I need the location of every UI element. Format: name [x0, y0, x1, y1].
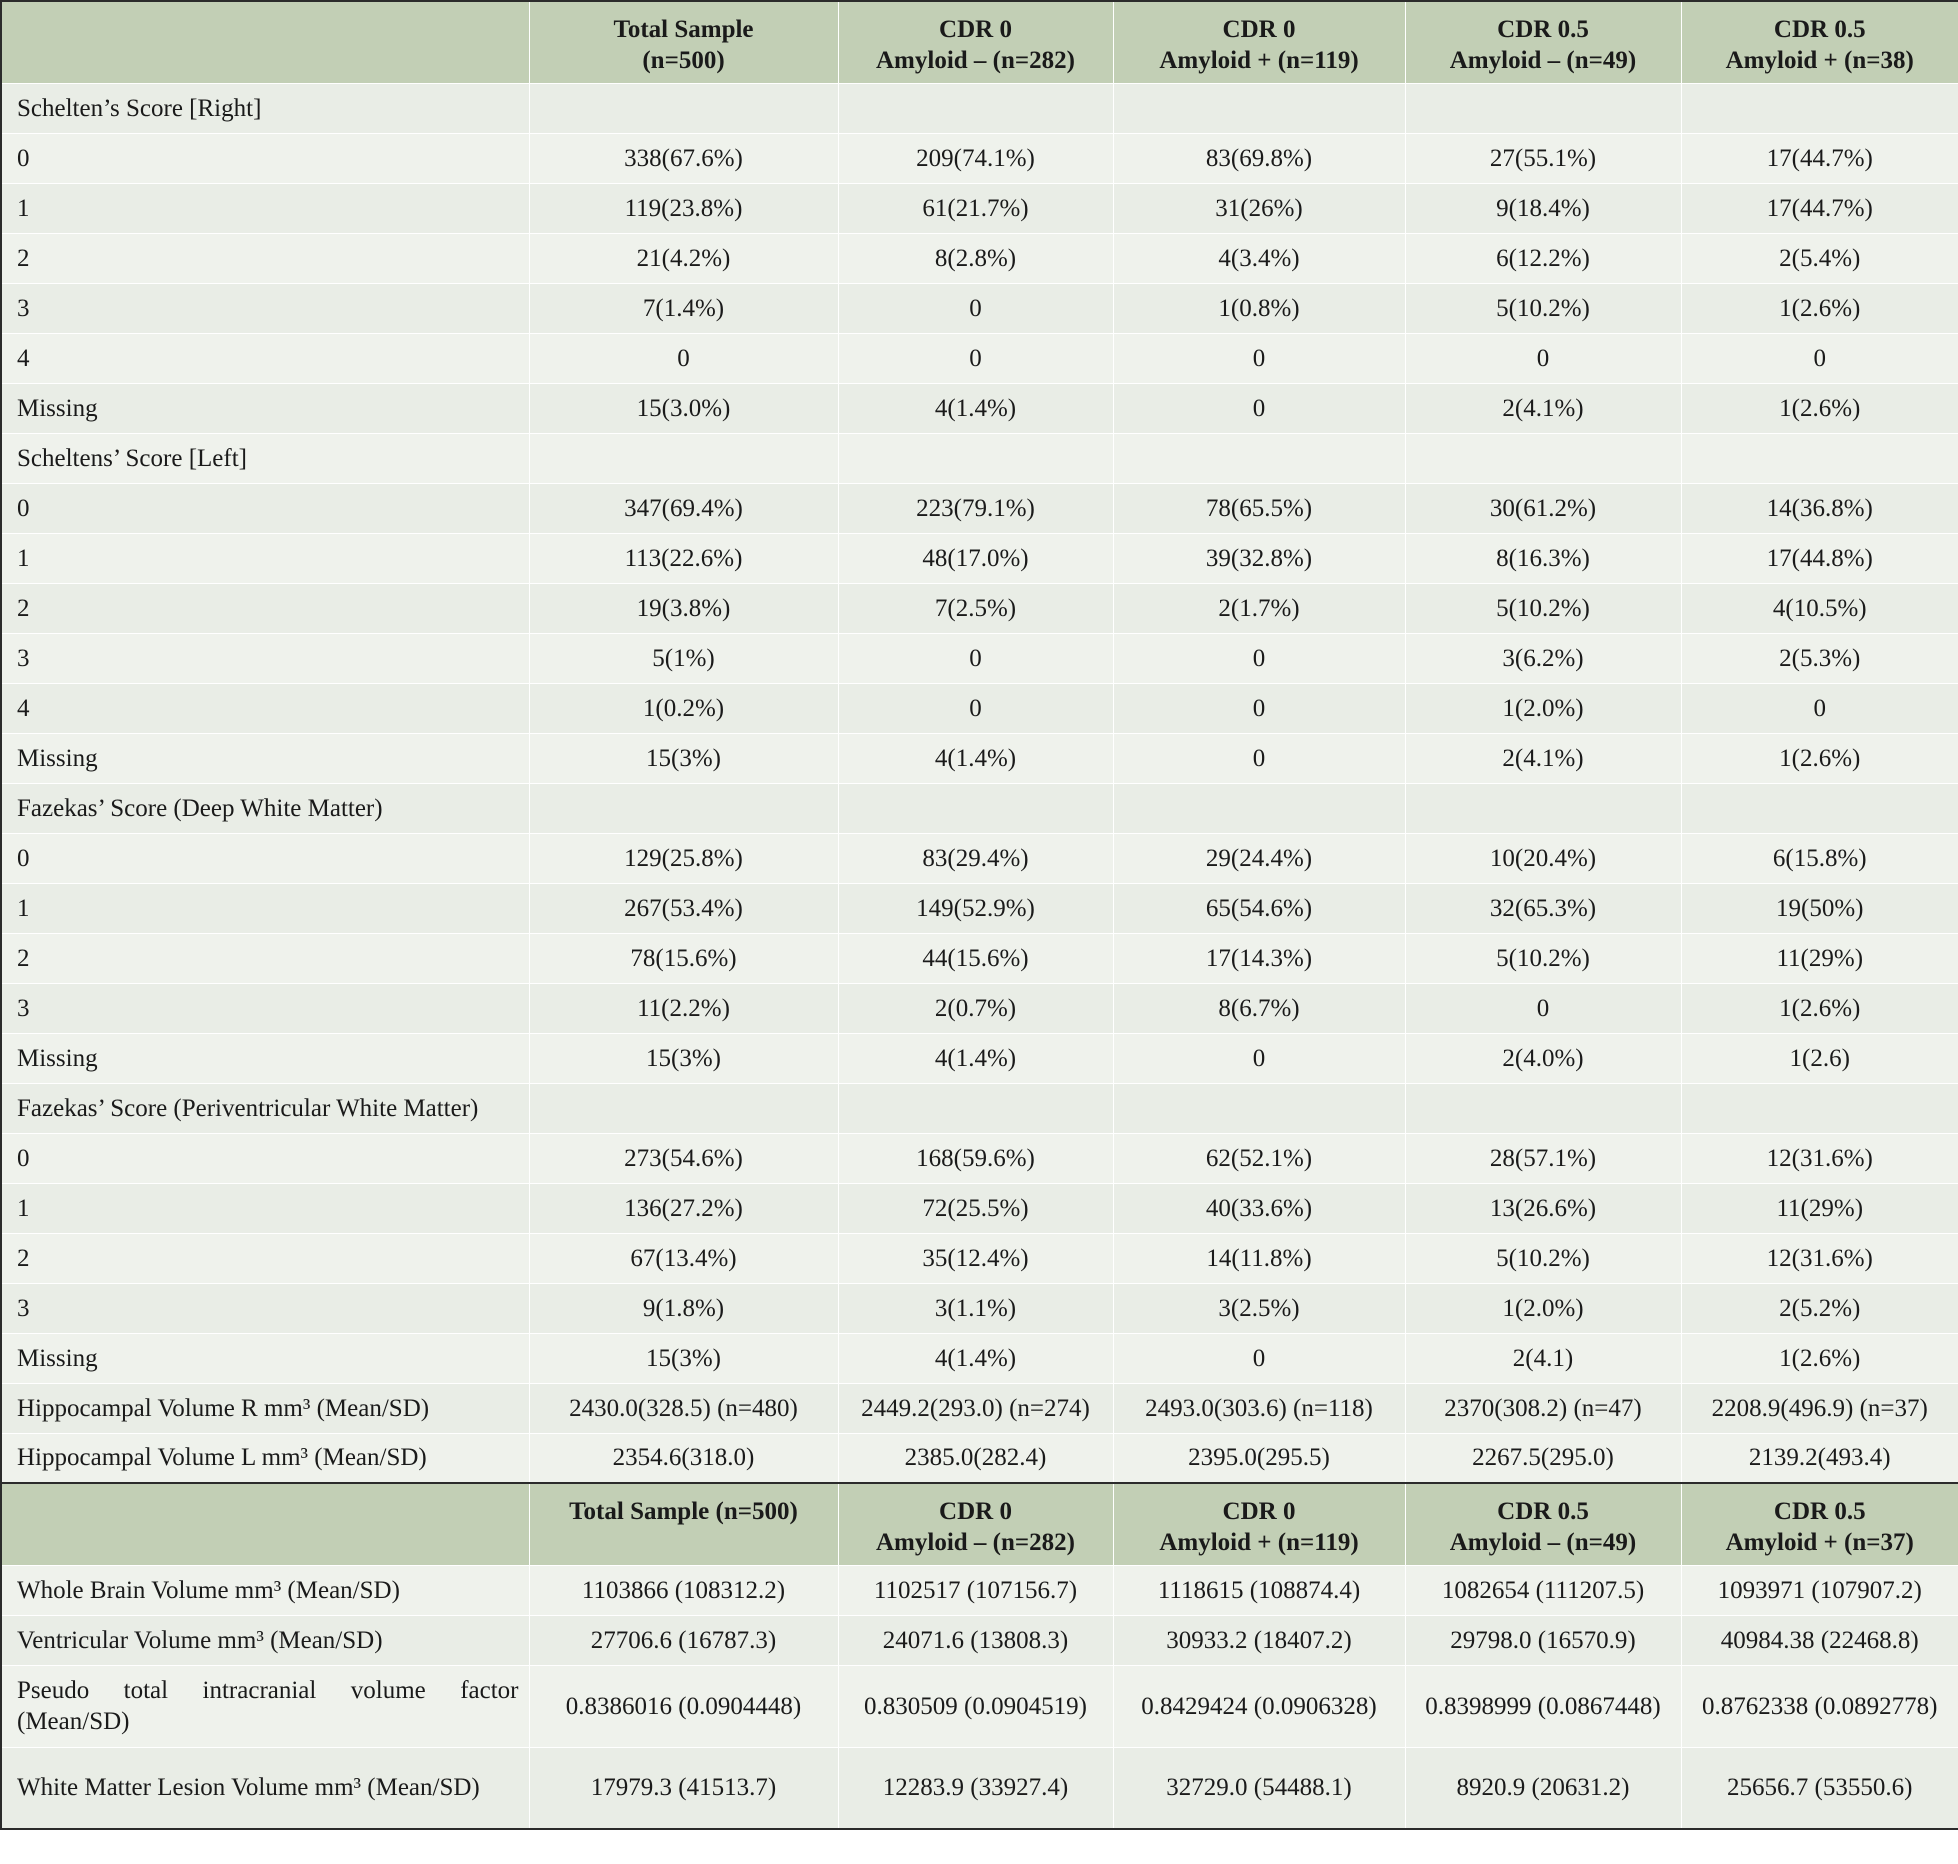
- table-row: [1, 1565, 1958, 1615]
- row-label: Pseudo total intracranial volume factor (Mean/SD): [1, 1665, 529, 1747]
- column-header: CDR 0.5 Amyloid + (n=37): [1681, 1483, 1958, 1565]
- table-cell: [838, 783, 1113, 833]
- table-cell: 32(65.3%): [1405, 883, 1681, 933]
- table-cell: 2354.6(318.0): [529, 1433, 838, 1483]
- table-cell: 0: [1113, 683, 1405, 733]
- table-cell: 4(1.4%): [838, 733, 1113, 783]
- section-label: Scheltens’ Score [Left]: [1, 433, 529, 483]
- table-cell: 0: [1113, 733, 1405, 783]
- table-cell: [1113, 783, 1405, 833]
- table-cell: 2(0.7%): [838, 983, 1113, 1033]
- table-cell: 44(15.6%): [838, 933, 1113, 983]
- table-cell: [1405, 783, 1681, 833]
- table-cell: 9(1.8%): [529, 1283, 838, 1333]
- table-cell: 39(32.8%): [1113, 533, 1405, 583]
- row-label: Hippocampal Volume L mm³ (Mean/SD): [1, 1433, 529, 1483]
- table-row: [1, 733, 1958, 783]
- table-cell: 0: [1113, 633, 1405, 683]
- table-cell: 27706.6 (16787.3): [529, 1615, 838, 1665]
- table-row: [1, 933, 1958, 983]
- column-header: CDR 0.5 Amyloid – (n=49): [1405, 1483, 1681, 1565]
- table-cell: 2395.0(295.5): [1113, 1433, 1405, 1483]
- table-cell: 0: [1113, 1333, 1405, 1383]
- table-row: [1, 783, 1958, 833]
- row-label: 2: [1, 233, 529, 283]
- table-cell: 4(1.4%): [838, 1333, 1113, 1383]
- table-cell: 27(55.1%): [1405, 133, 1681, 183]
- table-cell: 2449.2(293.0) (n=274): [838, 1383, 1113, 1433]
- table-cell: [1681, 83, 1958, 133]
- table-row: [1, 1033, 1958, 1083]
- table-cell: 129(25.8%): [529, 833, 838, 883]
- table-row: [1, 1233, 1958, 1283]
- row-label: Missing: [1, 733, 529, 783]
- table-cell: 11(29%): [1681, 1183, 1958, 1233]
- table-cell: [1405, 433, 1681, 483]
- row-label: Whole Brain Volume mm³ (Mean/SD): [1, 1565, 529, 1615]
- row-label: Missing: [1, 1333, 529, 1383]
- table-row: [1, 883, 1958, 933]
- table-row: [1, 1183, 1958, 1233]
- table-cell: 14(11.8%): [1113, 1233, 1405, 1283]
- table-row: [1, 133, 1958, 183]
- table-row: [1, 833, 1958, 883]
- table-cell: 29798.0 (16570.9): [1405, 1615, 1681, 1665]
- table-cell: 5(10.2%): [1405, 1233, 1681, 1283]
- table-cell: 17(44.7%): [1681, 183, 1958, 233]
- table-cell: 12(31.6%): [1681, 1133, 1958, 1183]
- table-cell: 72(25.5%): [838, 1183, 1113, 1233]
- table-cell: 0: [838, 683, 1113, 733]
- row-label: 3: [1, 983, 529, 1033]
- row-label: 4: [1, 333, 529, 383]
- table-cell: 12(31.6%): [1681, 1233, 1958, 1283]
- table-cell: 1(2.6%): [1681, 383, 1958, 433]
- table-cell: 15(3%): [529, 1033, 838, 1083]
- column-header: CDR 0 Amyloid + (n=119): [1113, 1483, 1405, 1565]
- table-cell: 2(4.0%): [1405, 1033, 1681, 1083]
- table-cell: [1681, 783, 1958, 833]
- table-cell: 4(3.4%): [1113, 233, 1405, 283]
- table-subheader: [1, 1483, 1958, 1565]
- table-row: [1, 1615, 1958, 1665]
- column-header: [1, 1483, 529, 1565]
- table-cell: 13(26.6%): [1405, 1183, 1681, 1233]
- table-cell: 273(54.6%): [529, 1133, 838, 1183]
- table-cell: 24071.6 (13808.3): [838, 1615, 1113, 1665]
- row-label: Ventricular Volume mm³ (Mean/SD): [1, 1615, 529, 1665]
- row-label: 3: [1, 283, 529, 333]
- table-cell: 1103866 (108312.2): [529, 1565, 838, 1615]
- table-cell: 35(12.4%): [838, 1233, 1113, 1283]
- column-header: CDR 0.5 Amyloid + (n=38): [1681, 1, 1958, 83]
- table-cell: 1(2.6%): [1681, 733, 1958, 783]
- table-cell: 61(21.7%): [838, 183, 1113, 233]
- table-cell: 7(1.4%): [529, 283, 838, 333]
- table-cell: 6(12.2%): [1405, 233, 1681, 283]
- table-cell: 28(57.1%): [1405, 1133, 1681, 1183]
- table-cell: [1113, 433, 1405, 483]
- table-cell: [838, 433, 1113, 483]
- column-header: CDR 0.5 Amyloid – (n=49): [1405, 1, 1681, 83]
- table-row: [1, 1383, 1958, 1433]
- row-label: Missing: [1, 383, 529, 433]
- table-cell: 29(24.4%): [1113, 833, 1405, 883]
- table-row: [1, 1665, 1958, 1747]
- table-cell: 5(1%): [529, 633, 838, 683]
- table-cell: 2370(308.2) (n=47): [1405, 1383, 1681, 1433]
- column-header: Total Sample (n=500): [529, 1483, 838, 1565]
- table-cell: 2(4.1%): [1405, 383, 1681, 433]
- table-cell: 3(1.1%): [838, 1283, 1113, 1333]
- row-label: 0: [1, 833, 529, 883]
- table-cell: 8(16.3%): [1405, 533, 1681, 583]
- table-cell: 9(18.4%): [1405, 183, 1681, 233]
- table-cell: 1(2.6%): [1681, 283, 1958, 333]
- table-cell: 6(15.8%): [1681, 833, 1958, 883]
- table-cell: 17979.3 (41513.7): [529, 1747, 838, 1829]
- table-cell: 4(1.4%): [838, 383, 1113, 433]
- table-cell: 17(44.7%): [1681, 133, 1958, 183]
- table-cell: 267(53.4%): [529, 883, 838, 933]
- table-cell: [1405, 83, 1681, 133]
- table-cell: 2430.0(328.5) (n=480): [529, 1383, 838, 1433]
- table-cell: 0: [1113, 333, 1405, 383]
- row-label: 2: [1, 583, 529, 633]
- table-cell: 5(10.2%): [1405, 283, 1681, 333]
- table-cell: 30933.2 (18407.2): [1113, 1615, 1405, 1665]
- table-cell: [1681, 1083, 1958, 1133]
- table-cell: 4(10.5%): [1681, 583, 1958, 633]
- table-cell: 8920.9 (20631.2): [1405, 1747, 1681, 1829]
- table-cell: 2(1.7%): [1113, 583, 1405, 633]
- table-row: [1, 183, 1958, 233]
- row-label: 0: [1, 483, 529, 533]
- table-cell: [838, 83, 1113, 133]
- column-header: CDR 0 Amyloid – (n=282): [838, 1483, 1113, 1565]
- table-cell: 223(79.1%): [838, 483, 1113, 533]
- table-row: [1, 1133, 1958, 1183]
- table-cell: 5(10.2%): [1405, 583, 1681, 633]
- row-label: White Matter Lesion Volume mm³ (Mean/SD): [1, 1747, 529, 1829]
- table-cell: 83(29.4%): [838, 833, 1113, 883]
- table-cell: [529, 783, 838, 833]
- row-label: Missing: [1, 1033, 529, 1083]
- table-cell: 11(2.2%): [529, 983, 838, 1033]
- section-label: Fazekas’ Score (Periventricular White Matter): [1, 1083, 529, 1133]
- table-cell: [1113, 83, 1405, 133]
- table-cell: 30(61.2%): [1405, 483, 1681, 533]
- table-row: [1, 1283, 1958, 1333]
- table-row: [1, 233, 1958, 283]
- table-row: [1, 483, 1958, 533]
- table-cell: 1(0.2%): [529, 683, 838, 733]
- table-cell: 14(36.8%): [1681, 483, 1958, 533]
- table-cell: 2139.2(493.4): [1681, 1433, 1958, 1483]
- table-cell: 0: [1681, 683, 1958, 733]
- table-cell: 2385.0(282.4): [838, 1433, 1113, 1483]
- table-cell: 32729.0 (54488.1): [1113, 1747, 1405, 1829]
- table-row: [1, 1083, 1958, 1133]
- table-cell: 113(22.6%): [529, 533, 838, 583]
- table-cell: 62(52.1%): [1113, 1133, 1405, 1183]
- table-row: [1, 433, 1958, 483]
- row-label: 3: [1, 633, 529, 683]
- section-label: Schelten’s Score [Right]: [1, 83, 529, 133]
- table-cell: 347(69.4%): [529, 483, 838, 533]
- table-cell: 0: [529, 333, 838, 383]
- table-cell: 0.8429424 (0.0906328): [1113, 1665, 1405, 1747]
- table-header: [1, 1, 1958, 83]
- row-label: 1: [1, 1183, 529, 1233]
- table-cell: [838, 1083, 1113, 1133]
- table-cell: 1(2.6): [1681, 1033, 1958, 1083]
- table-cell: [529, 1083, 838, 1133]
- table-row: [1, 983, 1958, 1033]
- table-cell: 67(13.4%): [529, 1233, 838, 1283]
- table-row: [1, 633, 1958, 683]
- table-cell: 1118615 (108874.4): [1113, 1565, 1405, 1615]
- table-cell: 15(3.0%): [529, 383, 838, 433]
- column-header: CDR 0 Amyloid + (n=119): [1113, 1, 1405, 83]
- table-cell: 2(4.1): [1405, 1333, 1681, 1383]
- table-cell: 17(44.8%): [1681, 533, 1958, 583]
- table-cell: 1(0.8%): [1113, 283, 1405, 333]
- table-cell: 2208.9(496.9) (n=37): [1681, 1383, 1958, 1433]
- table-row: [1, 683, 1958, 733]
- row-label: Hippocampal Volume R mm³ (Mean/SD): [1, 1383, 529, 1433]
- table-cell: 0: [838, 633, 1113, 683]
- table-cell: 1(2.0%): [1405, 1283, 1681, 1333]
- table-cell: 1093971 (107907.2): [1681, 1565, 1958, 1615]
- table-cell: [1405, 1083, 1681, 1133]
- table-cell: 12283.9 (33927.4): [838, 1747, 1113, 1829]
- table-cell: 83(69.8%): [1113, 133, 1405, 183]
- table-cell: [1113, 1083, 1405, 1133]
- table-cell: 0.8762338 (0.0892778): [1681, 1665, 1958, 1747]
- table-cell: 48(17.0%): [838, 533, 1113, 583]
- table-cell: 19(3.8%): [529, 583, 838, 633]
- table-cell: 5(10.2%): [1405, 933, 1681, 983]
- row-label: 1: [1, 533, 529, 583]
- table-cell: 3(6.2%): [1405, 633, 1681, 683]
- table-cell: 2(5.4%): [1681, 233, 1958, 283]
- table-cell: 8(2.8%): [838, 233, 1113, 283]
- table-cell: 0: [838, 283, 1113, 333]
- table-row: [1, 1433, 1958, 1483]
- table-cell: 1082654 (111207.5): [1405, 1565, 1681, 1615]
- table-row: [1, 1747, 1958, 1829]
- table-row: [1, 333, 1958, 383]
- table-cell: 2493.0(303.6) (n=118): [1113, 1383, 1405, 1433]
- table-cell: 2(4.1%): [1405, 733, 1681, 783]
- table-cell: 0.830509 (0.0904519): [838, 1665, 1113, 1747]
- table-cell: 209(74.1%): [838, 133, 1113, 183]
- row-label: 4: [1, 683, 529, 733]
- column-header: CDR 0 Amyloid – (n=282): [838, 1, 1113, 83]
- row-label: 2: [1, 933, 529, 983]
- table-cell: 338(67.6%): [529, 133, 838, 183]
- table-row: [1, 283, 1958, 333]
- row-label: 1: [1, 883, 529, 933]
- table-row: [1, 83, 1958, 133]
- table-cell: 78(15.6%): [529, 933, 838, 983]
- table-cell: 10(20.4%): [1405, 833, 1681, 883]
- table-cell: 17(14.3%): [1113, 933, 1405, 983]
- table-cell: 4(1.4%): [838, 1033, 1113, 1083]
- table-cell: 2267.5(295.0): [1405, 1433, 1681, 1483]
- table-cell: 0: [1405, 983, 1681, 1033]
- table-cell: 1(2.0%): [1405, 683, 1681, 733]
- row-label: 0: [1, 133, 529, 183]
- column-header: Total Sample (n=500): [529, 1, 838, 83]
- table-row: [1, 1333, 1958, 1383]
- table-cell: [529, 433, 838, 483]
- table-cell: [529, 83, 838, 133]
- table-cell: 40984.38 (22468.8): [1681, 1615, 1958, 1665]
- row-label: 1: [1, 183, 529, 233]
- table-cell: 0: [1113, 1033, 1405, 1083]
- table-cell: 136(27.2%): [529, 1183, 838, 1233]
- table-cell: 0: [1113, 383, 1405, 433]
- table-cell: 25656.7 (53550.6): [1681, 1747, 1958, 1829]
- table-cell: 1(2.6%): [1681, 983, 1958, 1033]
- table-cell: 119(23.8%): [529, 183, 838, 233]
- table-cell: 15(3%): [529, 1333, 838, 1383]
- table-cell: 78(65.5%): [1113, 483, 1405, 533]
- table-cell: 11(29%): [1681, 933, 1958, 983]
- column-header: [1, 1, 529, 83]
- row-label: 0: [1, 1133, 529, 1183]
- table-cell: 0.8386016 (0.0904448): [529, 1665, 838, 1747]
- table-cell: 65(54.6%): [1113, 883, 1405, 933]
- table-cell: 3(2.5%): [1113, 1283, 1405, 1333]
- table-cell: 19(50%): [1681, 883, 1958, 933]
- table-cell: 1102517 (107156.7): [838, 1565, 1113, 1615]
- table-cell: [1681, 433, 1958, 483]
- table-cell: 40(33.6%): [1113, 1183, 1405, 1233]
- table-cell: 21(4.2%): [529, 233, 838, 283]
- table-cell: 2(5.3%): [1681, 633, 1958, 683]
- table-cell: 7(2.5%): [838, 583, 1113, 633]
- table-row: [1, 533, 1958, 583]
- table-cell: 168(59.6%): [838, 1133, 1113, 1183]
- table-cell: 31(26%): [1113, 183, 1405, 233]
- table-row: [1, 583, 1958, 633]
- table-cell: 0.8398999 (0.0867448): [1405, 1665, 1681, 1747]
- row-label: 2: [1, 1233, 529, 1283]
- section-label: Fazekas’ Score (Deep White Matter): [1, 783, 529, 833]
- table-cell: 2(5.2%): [1681, 1283, 1958, 1333]
- table-cell: 149(52.9%): [838, 883, 1113, 933]
- table-cell: 1(2.6%): [1681, 1333, 1958, 1383]
- table-cell: 8(6.7%): [1113, 983, 1405, 1033]
- table-cell: 0: [1681, 333, 1958, 383]
- table-row: [1, 383, 1958, 433]
- table-cell: 0: [1405, 333, 1681, 383]
- row-label: 3: [1, 1283, 529, 1333]
- table-cell: 0: [838, 333, 1113, 383]
- table-cell: 15(3%): [529, 733, 838, 783]
